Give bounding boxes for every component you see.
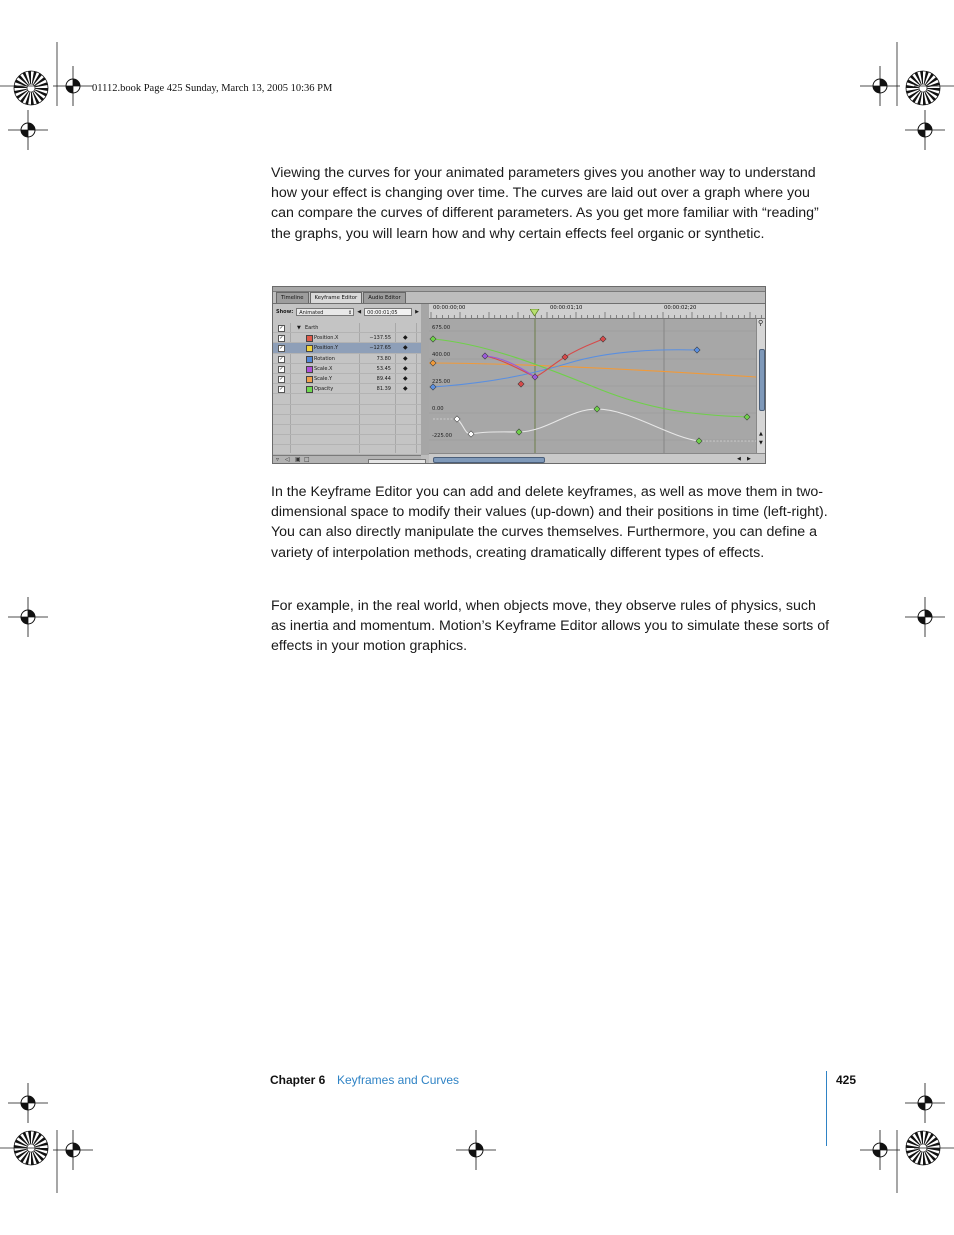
parameter-enable-checkbox[interactable]: ✓ (279, 365, 284, 372)
parameter-color-swatch (306, 386, 313, 393)
tab-timeline[interactable]: Timeline (276, 292, 309, 304)
frame-icon[interactable]: □ (304, 456, 310, 463)
y-axis-label: 400.00 (432, 352, 451, 358)
scroll-down-arrow-icon[interactable]: ▼ (759, 440, 763, 446)
keyframe-point (482, 353, 488, 359)
filter-icon[interactable]: ▿ (276, 456, 280, 463)
vertical-scroll-thumb[interactable] (759, 349, 765, 411)
scale-y-curve (429, 363, 756, 377)
empty-row (273, 405, 421, 415)
keyframe-diamond-icon[interactable]: ◆ (403, 385, 408, 393)
ruler-label: 00:00:01;10 (550, 305, 583, 311)
disclosure-triangle-icon[interactable]: ▼ (297, 325, 301, 331)
body-paragraph: For example, in the real world, when objects move, they observe rules of physics, such as inertia and momentum. Motion’s Keyframe Editor allows you to simulate these sorts of effects in your motion graphics. (271, 598, 830, 655)
keyframe-point (516, 429, 522, 435)
parameter-value[interactable]: 89.44 (376, 375, 391, 382)
parameter-list-pane (273, 304, 422, 455)
keyframe-diamond-icon[interactable]: ◆ (403, 374, 408, 382)
show-row (276, 308, 419, 316)
parameter-value[interactable]: −127.65 (369, 345, 391, 352)
keyframe-point (468, 431, 474, 437)
keyframe-point (430, 360, 436, 366)
parameter-color-swatch (306, 335, 313, 342)
parameter-enable-checkbox[interactable]: ✓ (279, 355, 284, 362)
group-row-earth[interactable] (273, 323, 421, 333)
keyframe-point (696, 438, 702, 444)
parameter-pane-footer (273, 455, 421, 464)
parameter-name: Position.X (314, 335, 339, 342)
empty-row (273, 445, 421, 455)
parameter-name: Scale.Y (314, 375, 333, 382)
parameter-color-swatch (306, 345, 313, 352)
position-x-curve (485, 339, 603, 377)
playhead-marker-icon[interactable] (530, 309, 540, 317)
curve-canvas[interactable] (429, 319, 756, 453)
tab-audio-editor[interactable]: Audio Editor (363, 292, 405, 304)
group-name: Earth (305, 325, 319, 331)
parameter-row[interactable] (273, 374, 421, 384)
parameter-value[interactable]: −137.55 (369, 335, 391, 342)
horizontal-scroll-thumb[interactable] (433, 457, 545, 463)
scroll-right-arrow-icon[interactable]: ▶ (747, 456, 751, 462)
vertical-scrollbar[interactable] (756, 319, 766, 453)
parameter-value[interactable]: 73.80 (376, 355, 391, 362)
keyframe-editor-screenshot (272, 286, 766, 464)
snapshot-icon[interactable]: ▣ (295, 456, 301, 463)
parameter-enable-checkbox[interactable]: ✓ (279, 345, 284, 352)
ruler-label: 00:00:00;00 (433, 305, 466, 311)
speaker-icon[interactable]: ◁ (285, 456, 290, 463)
opacity-curve (433, 339, 747, 417)
keyframe-diamond-icon[interactable]: ◆ (403, 334, 408, 342)
body-paragraph: In the Keyframe Editor you can add and delete keyframes, as well as move them in two-dimensional space to modify their values (up-down) and their positions in time (left-right). You can also directly manipulate the curves themselves. Furthermore, you can define a variety of interpolation methods, creating dramatically different types of effects. (271, 484, 828, 561)
tab-bar (276, 292, 406, 303)
horizontal-scrollbar[interactable] (429, 453, 766, 464)
keyframe-point (600, 336, 606, 342)
parameter-row[interactable] (273, 343, 421, 353)
y-axis-label: 0.00 (432, 406, 444, 412)
keyframe-point (532, 374, 538, 380)
curve-plot[interactable] (429, 319, 756, 453)
parameter-row[interactable] (273, 384, 421, 394)
parameter-enable-checkbox[interactable]: ✓ (279, 335, 284, 342)
time-left-arrow-icon[interactable]: ◀ (357, 309, 362, 315)
parameter-enable-checkbox[interactable]: ✓ (279, 386, 284, 393)
current-time-field[interactable]: 00:00:01;05 (364, 308, 412, 316)
ruler-label: 00:00:02;20 (664, 305, 697, 311)
empty-row (273, 394, 421, 404)
body-paragraph: Viewing the curves for your animated parameters gives you another way to understand how your effect is changing over time. The curves are laid out over a graph where you can compare the curves of different parameters. As you get more familiar with “reading” the graphs, you will learn how and why certain effects feel organic or synthetic. (271, 165, 819, 242)
empty-row (273, 435, 421, 445)
keyframe-point (594, 406, 600, 412)
show-dropdown-value: Animated (299, 310, 324, 316)
parameter-color-swatch (306, 376, 313, 383)
zoom-slider[interactable] (368, 459, 426, 464)
keyframe-diamond-icon[interactable]: ◆ (403, 364, 408, 372)
parameter-rows (273, 323, 421, 455)
parameter-row[interactable] (273, 354, 421, 364)
chevron-updown-icon: ⇕ (348, 310, 353, 316)
parameter-name: Rotation (314, 355, 335, 362)
parameter-name: Scale.X (314, 365, 333, 372)
y-axis-label: 675.00 (432, 325, 451, 331)
parameter-value[interactable]: 53.45 (376, 365, 391, 372)
ruler-ticks (429, 304, 766, 318)
selected-curve (457, 409, 699, 441)
empty-row (273, 415, 421, 425)
parameter-enable-checkbox[interactable]: ✓ (279, 375, 284, 382)
scroll-left-arrow-icon[interactable]: ◀ (737, 456, 741, 462)
y-axis-label: 225.00 (432, 379, 451, 385)
tab-keyframe-editor[interactable]: Keyframe Editor (310, 292, 363, 304)
magnify-icon[interactable]: ⚲ (758, 319, 764, 327)
empty-row (273, 425, 421, 435)
keyframe-point (430, 336, 436, 342)
scroll-up-arrow-icon[interactable]: ▲ (759, 431, 763, 437)
parameter-name: Opacity (314, 386, 334, 393)
parameter-row[interactable] (273, 364, 421, 374)
print-stamp: 01112.book Page 425 Sunday, March 13, 2005 10:36 PM (92, 83, 333, 94)
show-dropdown[interactable] (296, 308, 354, 316)
page-number: 425 (836, 1073, 857, 1087)
parameter-color-swatch (306, 356, 313, 363)
keyframe-diamond-icon[interactable]: ◆ (403, 344, 408, 352)
footer-chapter-label: Chapter 6 (270, 1073, 326, 1087)
footer-chapter-title: Keyframes and Curves (337, 1073, 460, 1087)
curve-graph-area (429, 304, 766, 464)
parameter-name: Position.Y (314, 345, 339, 352)
time-right-arrow-icon[interactable]: ▶ (415, 309, 419, 315)
keyframe-diamond-icon[interactable]: ◆ (403, 354, 408, 362)
footer-divider (826, 1071, 827, 1146)
y-axis-label: -225.00 (432, 433, 453, 439)
parameter-row[interactable] (273, 333, 421, 343)
show-label: Show: (276, 309, 294, 315)
keyframe-point (744, 414, 750, 420)
time-ruler[interactable] (429, 304, 766, 319)
keyframe-point (694, 347, 700, 353)
parameter-color-swatch (306, 366, 313, 373)
group-enable-checkbox[interactable]: ✓ (279, 325, 284, 331)
parameter-value[interactable]: 81.39 (376, 386, 391, 393)
